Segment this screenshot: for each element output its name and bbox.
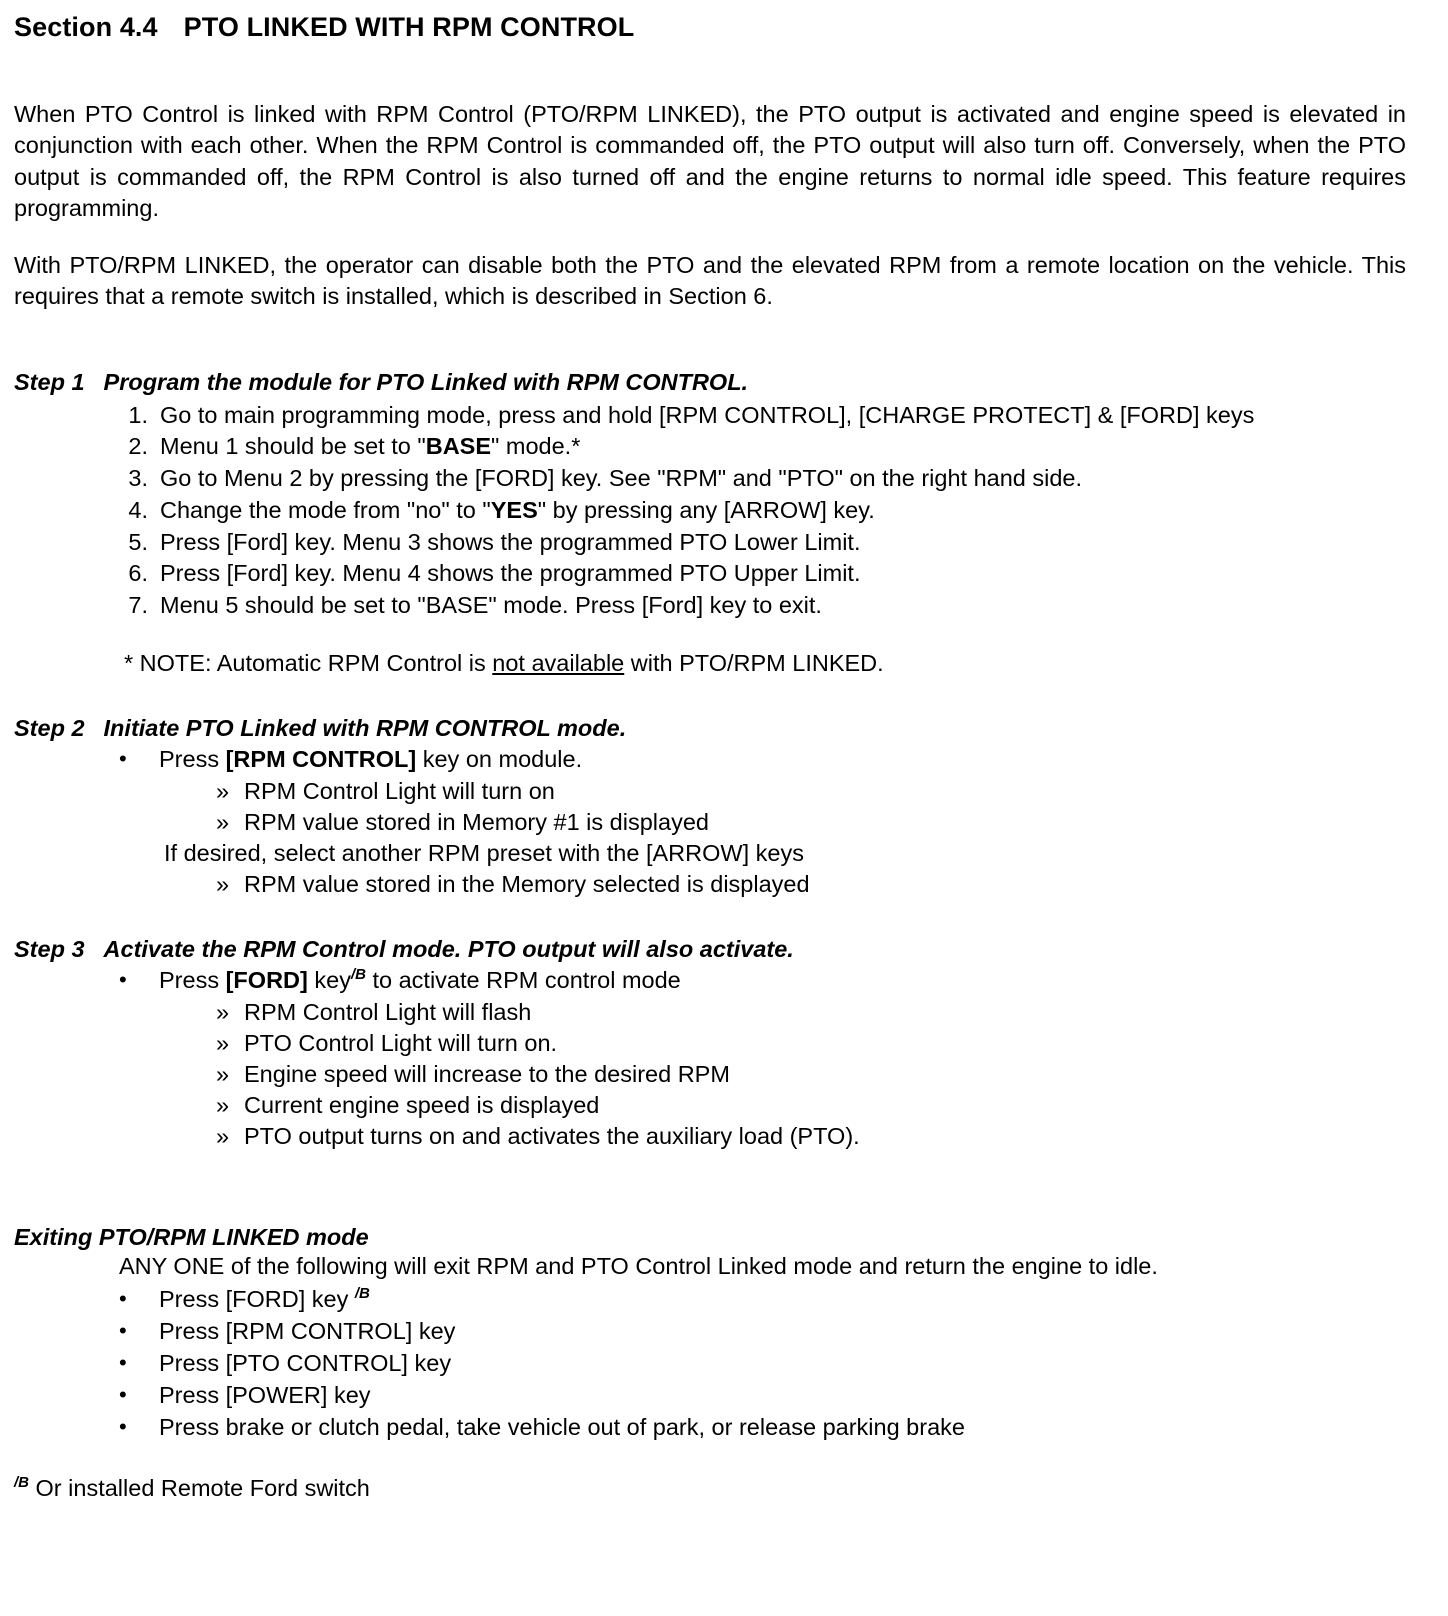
intro-paragraph-1: When PTO Control is linked with RPM Control (PTO/RPM LINKED), the PTO output is activated and engine speed is elevated in conjunction with each other. When the RPM Control is commanded off, the PTO output will also turn off. Conversely, when the PTO output is commanded off, the RPM Control is also turned off and the engine returns to normal idle speed. This feature requires programming. (14, 101, 1406, 221)
step-2-heading (14, 715, 1406, 742)
chevron-icon: » (216, 1060, 230, 1087)
step-2-mid-text: If desired, select another RPM preset with the [ARROW] keys (164, 839, 804, 866)
list-marker: 5. (128, 528, 148, 555)
chevron-icon: » (216, 870, 230, 897)
list-text: RPM value stored in Memory #1 is displayed (244, 808, 709, 835)
list-item (14, 463, 1406, 494)
step-3-title: Activate the RPM Control mode. PTO output will also activate. (103, 935, 794, 962)
list-item (14, 495, 1406, 526)
list-text: Menu 1 should be set to "BASE" mode.* (160, 433, 581, 460)
list-item (14, 590, 1406, 621)
list-text: Engine speed will increase to the desired RPM (244, 1060, 730, 1087)
list-item (216, 869, 1406, 900)
step-1-title: Program the module for PTO Linked with RPM CONTROL. (103, 368, 749, 395)
step-3-bullets (14, 965, 1406, 996)
exiting-intro: ANY ONE of the following will exit RPM and PTO Control Linked mode and return the engine to idle. (119, 1252, 1158, 1279)
chevron-icon: » (216, 998, 230, 1025)
list-text: Press [RPM CONTROL] key on module. (159, 745, 583, 772)
bullet-icon: • (119, 1381, 127, 1407)
list-marker: 2. (128, 433, 148, 460)
list-item (216, 807, 1406, 838)
list-text: Menu 5 should be set to "BASE" mode. Press [Ford] key to exit. (160, 592, 822, 619)
list-item (216, 1090, 1406, 1121)
list-item (216, 776, 1406, 807)
list-item (14, 1284, 1406, 1315)
list-marker: 3. (128, 465, 148, 492)
list-text: Go to main programming mode, press and hold [RPM CONTROL], [CHARGE PROTECT] & [FORD] keys (160, 401, 1255, 428)
step-3-heading (14, 936, 1406, 963)
bullet-icon: • (119, 1317, 127, 1343)
step-1-heading (14, 369, 1406, 396)
list-item (216, 997, 1406, 1028)
section-title: PTO LINKED WITH RPM CONTROL (183, 12, 635, 42)
list-item (14, 1348, 1406, 1379)
list-item (14, 965, 1406, 996)
list-text: RPM Control Light will turn on (244, 777, 555, 804)
chevron-icon: » (216, 1122, 230, 1149)
list-text: PTO Control Light will turn on. (244, 1029, 558, 1056)
list-item (216, 1059, 1406, 1090)
step-1-list (14, 400, 1406, 621)
list-item (216, 1121, 1406, 1152)
step-2-sub-list-2 (14, 869, 1406, 900)
list-text: Change the mode from "no" to "YES" by pressing any [ARROW] key. (160, 496, 875, 523)
list-marker: 4. (128, 496, 148, 523)
intro-paragraph-2: With PTO/RPM LINKED, the operator can disable both the PTO and the elevated RPM from a remote location on the vehicle. This requires that a remote switch is installed, which is described in Section 6. (14, 252, 1406, 310)
step-2-bullets (14, 744, 1406, 775)
list-text: RPM value stored in the Memory selected is displayed (244, 870, 810, 897)
list-marker: 1. (128, 401, 148, 428)
page-title (14, 8, 1406, 43)
chevron-icon: » (216, 777, 230, 804)
list-item (14, 558, 1406, 589)
list-text: Press [RPM CONTROL] key (159, 1317, 456, 1344)
bullet-icon: • (119, 1413, 127, 1439)
list-text: Press [POWER] key (159, 1381, 371, 1408)
step-1-label: Step 1 (14, 368, 85, 395)
list-text: Press [FORD] key $^{/B}$ (159, 1284, 370, 1312)
footnote: $^{/B}$ Or installed Remote Ford switch (14, 1473, 370, 1501)
step-2-label: Step 2 (14, 714, 85, 741)
list-marker: 6. (128, 560, 148, 587)
chevron-icon: » (216, 1091, 230, 1118)
list-text: Press [Ford] key. Menu 3 shows the programmed PTO Lower Limit. (160, 528, 861, 555)
step-3-sub-list (14, 997, 1406, 1152)
chevron-icon: » (216, 808, 230, 835)
list-text: Press brake or clutch pedal, take vehicle out of park, or release parking brake (159, 1413, 965, 1440)
bullet-icon: • (119, 966, 127, 992)
list-text: Current engine speed is displayed (244, 1091, 600, 1118)
bullet-icon: • (119, 1285, 127, 1311)
section-number: Section 4.4 (14, 12, 158, 42)
list-item (14, 431, 1406, 462)
step-3-label: Step 3 (14, 935, 85, 962)
list-text: Press [Ford] key. Menu 4 shows the programmed PTO Upper Limit. (160, 560, 861, 587)
list-item (14, 744, 1406, 775)
list-item (14, 400, 1406, 431)
exiting-heading: Exiting PTO/RPM LINKED mode (14, 1223, 369, 1250)
list-item (14, 1412, 1406, 1443)
list-item (14, 1380, 1406, 1411)
list-item (14, 527, 1406, 558)
bullet-icon: • (119, 745, 127, 771)
exiting-list (14, 1284, 1406, 1443)
list-item (14, 1316, 1406, 1347)
list-text: Press [FORD] key$^{/B}$ to activate RPM control mode (159, 965, 681, 993)
step-2-sub-list (14, 776, 1406, 838)
list-text: Press [PTO CONTROL] key (159, 1349, 452, 1376)
list-item (216, 1028, 1406, 1059)
bullet-icon: • (119, 1349, 127, 1375)
step-2-title: Initiate PTO Linked with RPM CONTROL mode. (103, 714, 627, 741)
chevron-icon: » (216, 1029, 230, 1056)
list-text: Go to Menu 2 by pressing the [FORD] key. See "RPM" and "PTO" on the right hand side. (160, 465, 1083, 492)
step-1-note: * NOTE: Automatic RPM Control is not available with PTO/RPM LINKED. (124, 649, 884, 676)
list-text: PTO output turns on and activates the auxiliary load (PTO). (244, 1122, 860, 1149)
list-marker: 7. (128, 592, 148, 619)
list-text: RPM Control Light will flash (244, 998, 532, 1025)
